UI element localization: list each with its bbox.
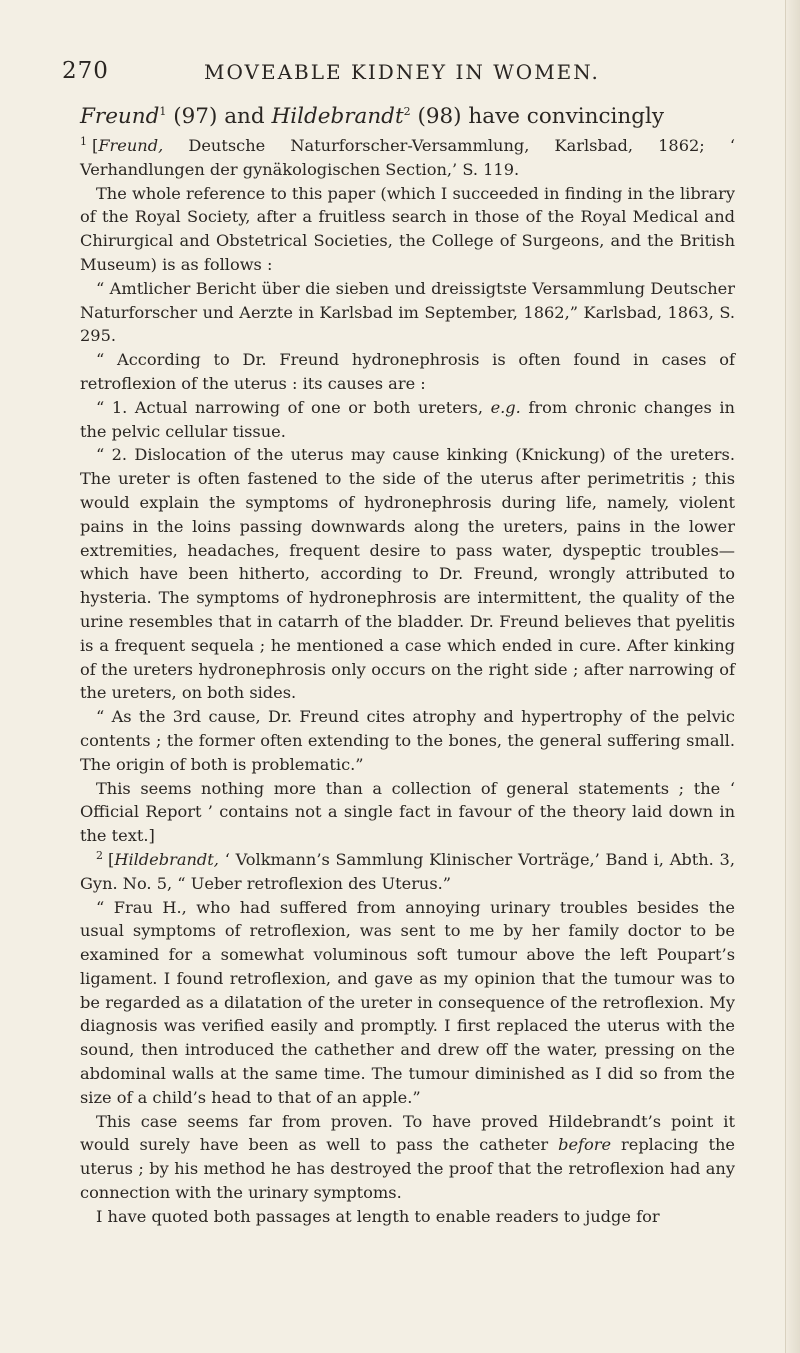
footnote-paragraph: I have quoted both passages at length to enable readers to judge for bbox=[96, 1206, 660, 1226]
lead-text-a: (97) and bbox=[173, 104, 265, 129]
author-hildebrandt: Hildebrandt bbox=[271, 104, 404, 129]
footnote-2-citation: $^2$ [Hildebrandt, ‘ Volkmann’s Sammlung Klinischer Vorträge,’ Band i, Abth. 3, Gyn. No. 5, “ Ueber retroflexion des Uterus.” bbox=[80, 848, 735, 893]
footnote-paragraph: “ Amtlicher Bericht über die sieben und dreissigtste Versammlung Deutscher Naturforscher und Aerzte in Karlsbad im September, 1862,” Karlsbad, 1863, S. 295. bbox=[80, 278, 735, 346]
footnote-ref-1: 1 bbox=[159, 104, 167, 118]
footnote-paragraph: “ 2. Dislocation of the uterus may cause kinking (Knickung) of the ureters. The ureter is often fastened to the side of the uterus after perimetritis ; this would explain the symptoms of hydronephrosis during life, namely, violent pains in the loins passing downwards along the ureters, pains in the lower extremities, headaches, frequent desire to pass water, dyspeptic troubles—which have been hitherto, according to Dr. Freund, wrongly attributed to hysteria. The symptoms of hydronephrosis are intermittent, the quality of the urine resembles that in catarrh of the bladder. Dr. Freund believes that pyelitis is a frequent sequela ; he mentioned a case which ended in cure. After kinking of the ureters hydronephrosis only occurs on the right side ; after narrowing of the ureters, on both sides. bbox=[80, 445, 735, 703]
footnote-ref-2: 2 bbox=[403, 104, 411, 118]
footnote-1-mark: 1 bbox=[80, 134, 87, 148]
page-body bbox=[80, 102, 735, 1229]
footnote-1-citation: $^1$ [Freund, Deutsche Naturforscher-Versammlung, Karlsbad, 1862; ‘ Verhandlungen der gynäkologischen Section,’ S. 119. bbox=[80, 134, 735, 179]
footnote-1-author: Freund, bbox=[98, 136, 164, 155]
footnote-paragraph: This seems nothing more than a collection of general statements ; the ‘ Official Report ’ contains not a single fact in favour of the theory laid down in the text.] bbox=[80, 778, 735, 846]
footnote-paragraph: “ 1. Actual narrowing of one or both ureters, e.g. from chronic changes in the pelvic cellular tissue. bbox=[80, 397, 735, 441]
footnote-paragraph: “ According to Dr. Freund hydronephrosis is often found in cases of retroflexion of the uterus : its causes are : bbox=[80, 350, 735, 393]
page-edge bbox=[785, 0, 800, 1353]
running-header bbox=[62, 58, 742, 94]
page-number: 270 bbox=[62, 58, 109, 84]
footnote-paragraph: “ Frau H., who had suffered from annoying urinary troubles besides the usual symptoms of retroflexion, was sent to me by her family doctor to be examined for a somewhat voluminous soft tumour above the left Poupart’s ligament. I found retroflexion, and gave as my opinion that the tumour was to be regarded as a dilatation of the ureter in consequence of the retroflexion. My diagnosis was verified easily and promptly. I first replaced the uterus with the sound, then introduced the cathether and drew off the water, pressing on the abdominal walls at the same time. The tumour diminished as I did so from the size of a child’s head to that of an apple.” bbox=[80, 897, 735, 1107]
footnote-paragraph: This case seems far from proven. To have proved Hildebrandt’s point it would surely have been as well to pass the catheter before replacing the uterus ; by his method he has destroyed the proof that the retroflexion had any connection with the urinary symptoms. bbox=[80, 1111, 735, 1203]
footnote-1 bbox=[80, 134, 735, 848]
body-text-line bbox=[80, 102, 735, 132]
footnote-2-author: Hildebrandt, bbox=[114, 849, 219, 869]
footnote-2-mark: 2 bbox=[96, 848, 103, 862]
footnote-paragraph: “ As the 3rd cause, Dr. Freund cites atrophy and hypertrophy of the pelvic contents ; the former often extending to the bones, the general suffering small. The origin of both is problematic.” bbox=[80, 707, 735, 774]
running-title: MOVEABLE KIDNEY IN WOMEN. bbox=[204, 60, 600, 84]
footnote-2 bbox=[80, 848, 735, 1229]
author-freund: Freund bbox=[80, 104, 160, 129]
lead-text-b: (98) have convincingly bbox=[417, 104, 665, 129]
footnote-paragraph: The whole reference to this paper (which I succeeded in finding in the library of the Royal Society, after a fruitless search in those of the Royal Medical and Chirurgical and Obstetrical Societies, the College of Surgeons, and the British Museum) is as follows : bbox=[80, 183, 735, 274]
